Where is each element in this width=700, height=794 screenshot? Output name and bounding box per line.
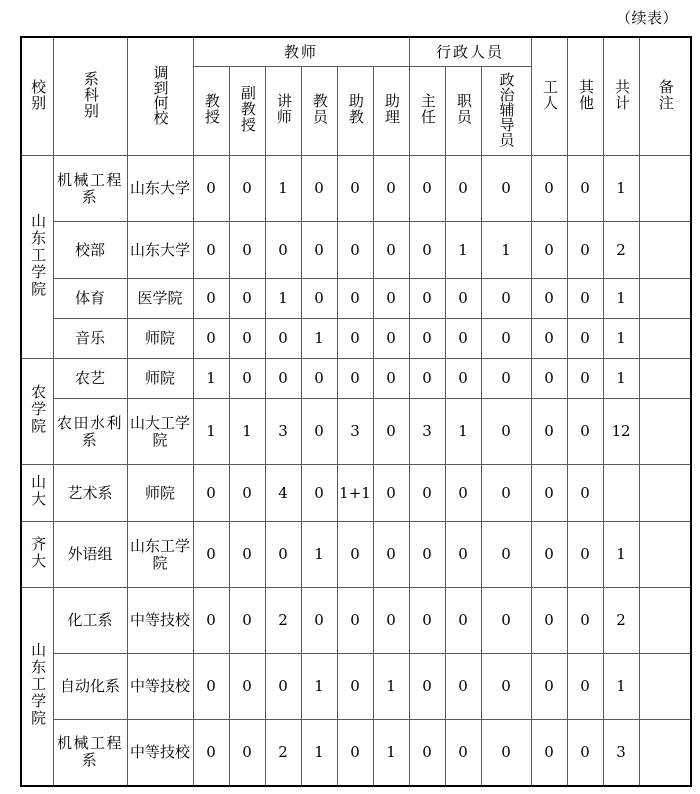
header-xikebie	[53, 37, 127, 156]
cell-qita: 0	[567, 279, 603, 319]
cell-zhuli: 0	[373, 359, 409, 399]
cell-jiaoshou: 1	[193, 399, 229, 465]
cell-gongren: 0	[531, 588, 567, 654]
personnel-transfer-table-container	[20, 36, 682, 787]
header-zhuli-label: 助理	[382, 93, 401, 126]
cell-qita: 0	[567, 319, 603, 359]
cell-beizhu	[639, 156, 691, 222]
header-zhengzhi-fudaoyuan-label: 政治辅导员	[497, 71, 516, 147]
cell-fu-jiaoshou: 0	[229, 654, 265, 720]
cell-zhengzhi-fudaoyuan: 0	[481, 156, 531, 222]
cell-zhuren: 0	[409, 156, 445, 222]
cell-gongren: 0	[531, 222, 567, 279]
header-gongji-label: 共计	[612, 78, 631, 111]
cell-fu-jiaoshou: 0	[229, 222, 265, 279]
cell-beizhu	[639, 279, 691, 319]
table-row	[21, 588, 691, 654]
cell-qita: 0	[567, 654, 603, 720]
cell-jiaoyuan: 1	[301, 720, 337, 786]
header-zhuren-label: 主任	[418, 93, 437, 126]
cell-transferred-to: 中等技校	[127, 654, 193, 720]
table-row	[21, 222, 691, 279]
cell-zhujiao: 0	[337, 720, 373, 786]
cell-beizhu	[639, 654, 691, 720]
cell-jiaoyuan: 0	[301, 465, 337, 522]
header-jiaoshou	[193, 67, 229, 156]
table-header	[21, 37, 691, 156]
cell-jiaoshou: 0	[193, 156, 229, 222]
header-jiaoyuan	[301, 67, 337, 156]
header-jiangshi-label: 讲师	[274, 93, 293, 126]
cell-jiangshi: 4	[265, 465, 301, 522]
header-row-groups	[21, 37, 691, 67]
cell-zhuli: 0	[373, 222, 409, 279]
cell-gongji: 1	[603, 522, 639, 588]
table-row	[21, 720, 691, 786]
cell-zhuren: 0	[409, 222, 445, 279]
cell-beizhu	[639, 359, 691, 399]
cell-zhengzhi-fudaoyuan: 0	[481, 654, 531, 720]
cell-zhujiao: 0	[337, 319, 373, 359]
table-row	[21, 156, 691, 222]
cell-gongren: 0	[531, 522, 567, 588]
cell-zhujiao: 0	[337, 279, 373, 319]
cell-jiaoyuan: 0	[301, 359, 337, 399]
header-qita	[567, 37, 603, 156]
cell-zhuli: 0	[373, 319, 409, 359]
header-zhiyuan	[445, 67, 481, 156]
cell-zhuli: 0	[373, 279, 409, 319]
cell-gongji: 1	[603, 319, 639, 359]
cell-jiaoyuan: 0	[301, 588, 337, 654]
cell-zhiyuan: 0	[445, 588, 481, 654]
cell-zhengzhi-fudaoyuan: 1	[481, 222, 531, 279]
cell-transferred-to: 师院	[127, 465, 193, 522]
cell-fu-jiaoshou: 0	[229, 156, 265, 222]
cell-qita: 0	[567, 720, 603, 786]
school-label: 农学院	[29, 384, 48, 436]
cell-department: 艺术系	[53, 465, 127, 522]
cell-transferred-to: 山大工学院	[127, 399, 193, 465]
cell-zhujiao: 0	[337, 522, 373, 588]
cell-jiaoyuan: 1	[301, 654, 337, 720]
cell-zhuli: 0	[373, 399, 409, 465]
header-beizhu	[639, 37, 691, 156]
cell-department: 音乐	[53, 319, 127, 359]
cell-gongren: 0	[531, 465, 567, 522]
cell-beizhu	[639, 399, 691, 465]
cell-school	[21, 359, 53, 465]
cell-jiaoyuan: 0	[301, 222, 337, 279]
header-gongji	[603, 37, 639, 156]
cell-zhuren: 3	[409, 399, 445, 465]
continuation-label-container	[0, 8, 682, 28]
header-jiangshi	[265, 67, 301, 156]
cell-jiaoshou: 0	[193, 319, 229, 359]
cell-gongren: 0	[531, 399, 567, 465]
header-diaodao-hexiao-label: 调到何校	[151, 64, 170, 125]
cell-zhiyuan: 0	[445, 319, 481, 359]
table-row	[21, 465, 691, 522]
cell-gongren: 0	[531, 654, 567, 720]
cell-jiaoyuan: 1	[301, 319, 337, 359]
cell-zhiyuan: 1	[445, 222, 481, 279]
cell-fu-jiaoshou: 0	[229, 359, 265, 399]
cell-school	[21, 588, 53, 786]
cell-jiaoyuan: 0	[301, 399, 337, 465]
cell-zhengzhi-fudaoyuan: 0	[481, 588, 531, 654]
cell-jiangshi: 2	[265, 720, 301, 786]
header-gongren-label: 工人	[540, 78, 559, 111]
cell-jiangshi: 0	[265, 654, 301, 720]
cell-jiangshi: 0	[265, 522, 301, 588]
cell-zhujiao: 0	[337, 359, 373, 399]
cell-zhiyuan: 1	[445, 399, 481, 465]
cell-zhuren: 0	[409, 319, 445, 359]
cell-beizhu	[639, 522, 691, 588]
cell-fu-jiaoshou: 0	[229, 720, 265, 786]
cell-gongji: 2	[603, 222, 639, 279]
cell-zhuli: 0	[373, 522, 409, 588]
cell-qita: 0	[567, 588, 603, 654]
cell-zhuli: 1	[373, 720, 409, 786]
cell-jiangshi: 0	[265, 222, 301, 279]
cell-zhiyuan: 0	[445, 720, 481, 786]
table-row	[21, 399, 691, 465]
header-zhuren	[409, 67, 445, 156]
header-jiaoshou-label: 教授	[202, 93, 221, 126]
cell-department: 农艺	[53, 359, 127, 399]
header-zhengzhi-fudaoyuan	[481, 67, 531, 156]
cell-zhuren: 0	[409, 279, 445, 319]
cell-jiaoshou: 0	[193, 279, 229, 319]
header-group-teacher	[193, 37, 409, 67]
cell-zhiyuan: 0	[445, 522, 481, 588]
cell-zhiyuan: 0	[445, 359, 481, 399]
cell-department: 自动化系	[53, 654, 127, 720]
cell-department: 化工系	[53, 588, 127, 654]
cell-zhuren: 0	[409, 522, 445, 588]
cell-department: 校部	[53, 222, 127, 279]
header-zhiyuan-label: 职员	[454, 93, 473, 126]
cell-fu-jiaoshou: 0	[229, 522, 265, 588]
cell-zhuren: 0	[409, 720, 445, 786]
cell-jiaoshou: 0	[193, 588, 229, 654]
header-zhuli	[373, 67, 409, 156]
cell-gongji: 1	[603, 156, 639, 222]
cell-gongji: 1	[603, 654, 639, 720]
cell-fu-jiaoshou: 0	[229, 319, 265, 359]
cell-zhuren: 0	[409, 465, 445, 522]
cell-qita: 0	[567, 156, 603, 222]
table-row	[21, 279, 691, 319]
cell-jiaoshou: 0	[193, 654, 229, 720]
cell-qita: 0	[567, 359, 603, 399]
cell-beizhu	[639, 319, 691, 359]
header-xiaobie-label: 校别	[29, 78, 48, 111]
cell-jiaoshou: 0	[193, 465, 229, 522]
cell-jiaoyuan: 1	[301, 522, 337, 588]
cell-gongren: 0	[531, 279, 567, 319]
cell-gongren: 0	[531, 319, 567, 359]
cell-transferred-to: 师院	[127, 319, 193, 359]
cell-fu-jiaoshou: 1	[229, 399, 265, 465]
cell-jiaoshou: 1	[193, 359, 229, 399]
cell-transferred-to: 医学院	[127, 279, 193, 319]
cell-zhuli: 0	[373, 588, 409, 654]
cell-department: 农田水利系	[53, 399, 127, 465]
cell-zhuli: 0	[373, 156, 409, 222]
cell-jiangshi: 2	[265, 588, 301, 654]
cell-jiangshi: 0	[265, 359, 301, 399]
header-fu-jiaoshou-label: 副教授	[238, 85, 257, 134]
header-xiaobie	[21, 37, 53, 156]
cell-jiaoshou: 0	[193, 720, 229, 786]
cell-zhuren: 0	[409, 654, 445, 720]
cell-department: 体育	[53, 279, 127, 319]
cell-beizhu	[639, 720, 691, 786]
cell-zhengzhi-fudaoyuan: 0	[481, 319, 531, 359]
continuation-label: （续表）	[615, 9, 678, 27]
cell-zhuli: 0	[373, 465, 409, 522]
cell-zhengzhi-fudaoyuan: 0	[481, 465, 531, 522]
table-row	[21, 359, 691, 399]
cell-fu-jiaoshou: 0	[229, 588, 265, 654]
school-label: 山东工学院	[29, 212, 48, 298]
header-zhujiao	[337, 67, 373, 156]
header-zhujiao-label: 助教	[346, 93, 365, 126]
cell-zhujiao: 1+1	[337, 465, 373, 522]
header-group-admin-label: 行政人员	[436, 42, 505, 61]
cell-zhiyuan: 0	[445, 279, 481, 319]
cell-zhiyuan: 0	[445, 465, 481, 522]
cell-zhiyuan: 0	[445, 156, 481, 222]
cell-department: 机械工程系	[53, 156, 127, 222]
cell-transferred-to: 山东工学院	[127, 522, 193, 588]
cell-school	[21, 522, 53, 588]
cell-zhengzhi-fudaoyuan: 0	[481, 522, 531, 588]
header-gongren	[531, 37, 567, 156]
header-fu-jiaoshou	[229, 67, 265, 156]
cell-transferred-to: 山东大学	[127, 156, 193, 222]
header-diaodao-hexiao	[127, 37, 193, 156]
table-row	[21, 522, 691, 588]
cell-gongren: 0	[531, 156, 567, 222]
cell-qita: 0	[567, 522, 603, 588]
school-label: 山东工学院	[29, 641, 48, 727]
cell-zhuren: 0	[409, 588, 445, 654]
cell-qita: 0	[567, 399, 603, 465]
cell-transferred-to: 山东大学	[127, 222, 193, 279]
cell-zhengzhi-fudaoyuan: 0	[481, 279, 531, 319]
header-qita-label: 其他	[576, 78, 595, 111]
school-label: 山大	[29, 474, 48, 509]
cell-gongji	[603, 465, 639, 522]
cell-zhujiao: 0	[337, 588, 373, 654]
header-beizhu-label: 备注	[656, 78, 675, 111]
cell-gongji: 1	[603, 359, 639, 399]
cell-zhujiao: 0	[337, 654, 373, 720]
cell-zhengzhi-fudaoyuan: 0	[481, 720, 531, 786]
cell-department: 机械工程系	[53, 720, 127, 786]
cell-gongren: 0	[531, 720, 567, 786]
cell-gongren: 0	[531, 359, 567, 399]
cell-transferred-to: 师院	[127, 359, 193, 399]
cell-jiaoshou: 0	[193, 222, 229, 279]
cell-fu-jiaoshou: 0	[229, 279, 265, 319]
cell-zhiyuan: 0	[445, 654, 481, 720]
table-body	[21, 156, 691, 786]
cell-jiaoyuan: 0	[301, 156, 337, 222]
header-xikebie-label: 系科别	[81, 70, 100, 119]
cell-zhujiao: 0	[337, 222, 373, 279]
cell-beizhu	[639, 222, 691, 279]
cell-jiangshi: 1	[265, 279, 301, 319]
cell-qita: 0	[567, 465, 603, 522]
cell-gongji: 3	[603, 720, 639, 786]
cell-qita: 0	[567, 222, 603, 279]
cell-zhujiao: 3	[337, 399, 373, 465]
table-row	[21, 654, 691, 720]
cell-jiangshi: 3	[265, 399, 301, 465]
cell-school	[21, 465, 53, 522]
header-group-teacher-label: 教师	[284, 42, 319, 61]
cell-transferred-to: 中等技校	[127, 720, 193, 786]
cell-department: 外语组	[53, 522, 127, 588]
cell-jiangshi: 1	[265, 156, 301, 222]
cell-school	[21, 156, 53, 359]
header-jiaoyuan-label: 教员	[310, 93, 329, 126]
cell-zhengzhi-fudaoyuan: 0	[481, 359, 531, 399]
cell-zhujiao: 0	[337, 156, 373, 222]
cell-jiangshi: 0	[265, 319, 301, 359]
personnel-transfer-table	[20, 36, 692, 787]
cell-zhuren: 0	[409, 359, 445, 399]
cell-zhuli: 1	[373, 654, 409, 720]
header-group-admin	[409, 37, 531, 67]
cell-fu-jiaoshou: 0	[229, 465, 265, 522]
cell-beizhu	[639, 588, 691, 654]
cell-gongji: 2	[603, 588, 639, 654]
cell-jiaoyuan: 0	[301, 279, 337, 319]
school-label: 齐大	[29, 535, 48, 570]
table-row	[21, 319, 691, 359]
cell-zhengzhi-fudaoyuan: 0	[481, 399, 531, 465]
cell-jiaoshou: 0	[193, 522, 229, 588]
cell-gongji: 1	[603, 279, 639, 319]
cell-gongji: 12	[603, 399, 639, 465]
cell-transferred-to: 中等技校	[127, 588, 193, 654]
cell-beizhu	[639, 465, 691, 522]
